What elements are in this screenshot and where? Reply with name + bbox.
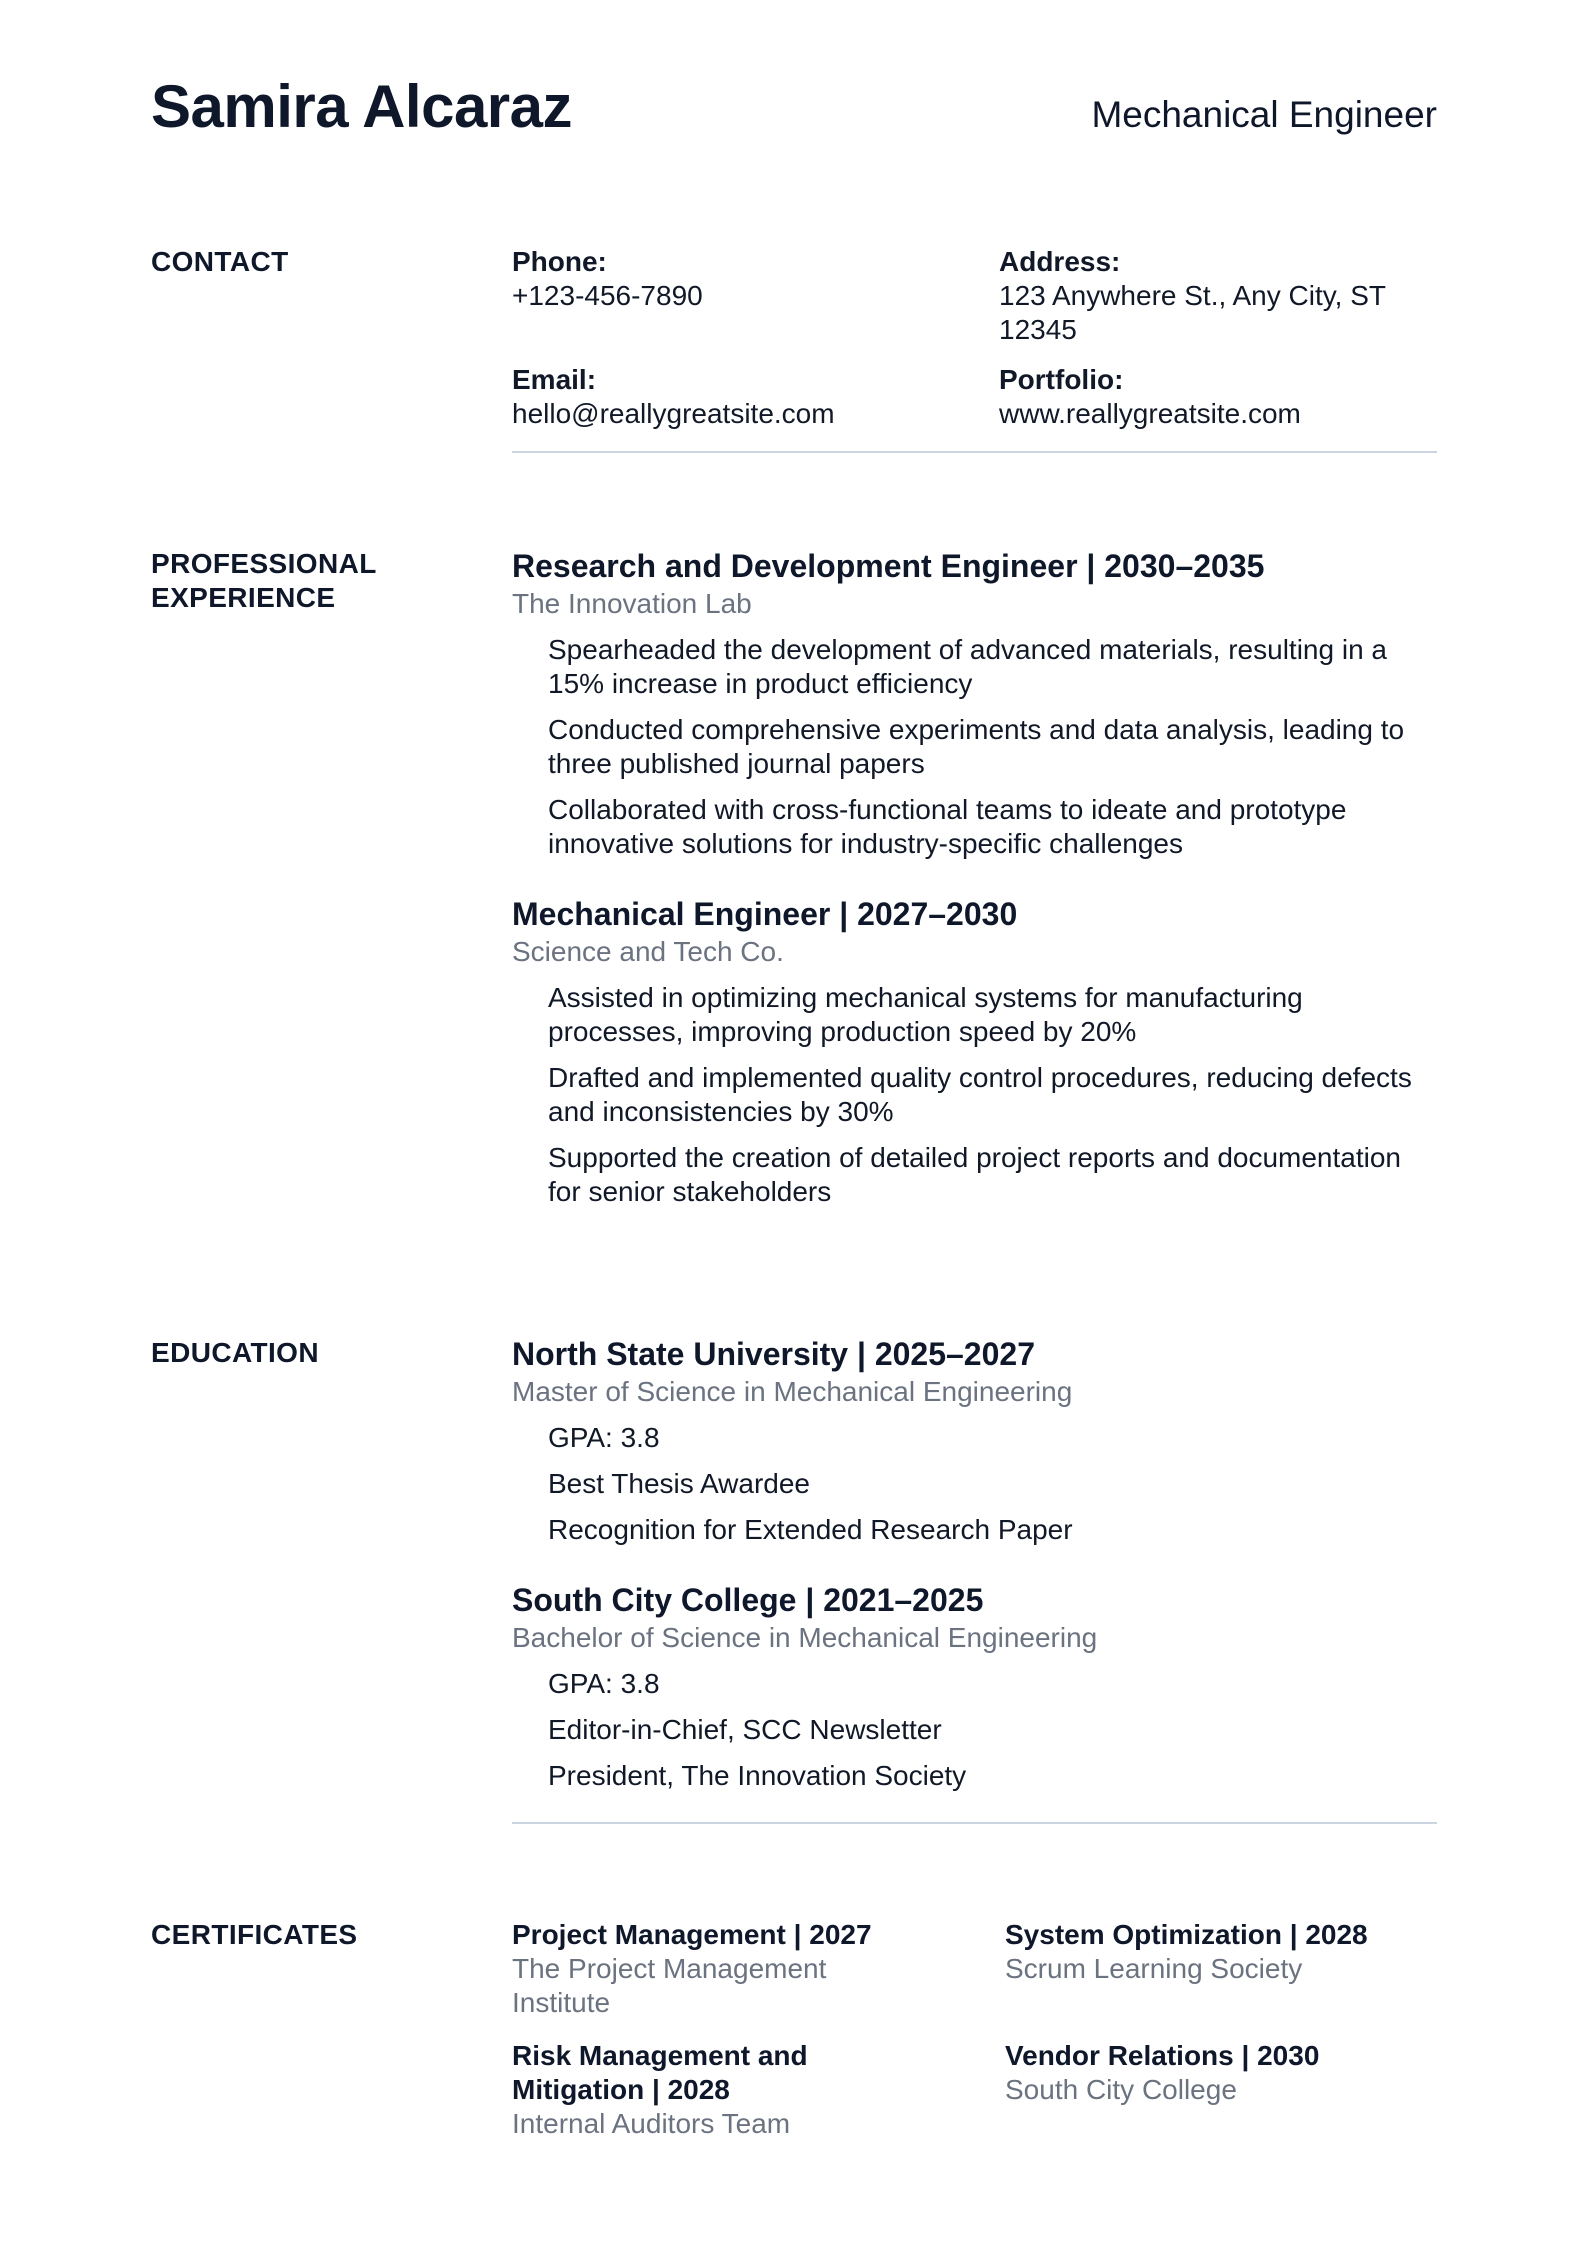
- degree: Master of Science in Mechanical Engineering: [512, 1376, 1073, 1407]
- address-line1: 123 Anywhere St., Any City, ST: [999, 280, 1386, 311]
- certificate-item: [1005, 1918, 1435, 1986]
- job-org: The Innovation Lab: [512, 588, 752, 619]
- candidate-name: Samira Alcaraz: [151, 73, 573, 140]
- portfolio-value[interactable]: www.reallygreatsite.com: [999, 398, 1301, 429]
- list-item: Best Thesis Awardee: [548, 1468, 811, 1499]
- list-item: GPA: 3.8: [548, 1668, 660, 1699]
- certificate-issuer: Scrum Learning Society: [1005, 1953, 1303, 1984]
- experience-heading-line2: EXPERIENCE: [151, 582, 336, 613]
- phone-value[interactable]: +123-456-7890: [512, 280, 703, 311]
- email-value[interactable]: hello@reallygreatsite.com: [512, 398, 835, 429]
- list-item: Spearheaded the development of advanced materials, resulting in a 15% increase in product efficiency: [548, 634, 1387, 699]
- school-title: North State University | 2025–2027: [512, 1336, 1035, 1372]
- portfolio-block: [999, 363, 1301, 431]
- certificate-title: Vendor Relations | 2030: [1005, 2040, 1320, 2071]
- job-role: Mechanical Engineer: [1091, 94, 1437, 135]
- education-items: [548, 1667, 1437, 1793]
- job-org: Science and Tech Co.: [512, 936, 784, 967]
- certificate-item: [1005, 2039, 1435, 2107]
- certificate-title: System Optimization | 2028: [1005, 1919, 1368, 1950]
- list-item: Recognition for Extended Research Paper: [548, 1514, 1073, 1545]
- certificates-heading: CERTIFICATES: [151, 1919, 358, 1950]
- email-label: Email:: [512, 364, 597, 395]
- job-title: Mechanical Engineer | 2027–2030: [512, 896, 1018, 932]
- job-entry: [512, 547, 1437, 873]
- job-title: Research and Development Engineer | 2030–2035: [512, 548, 1265, 584]
- list-item: Editor-in-Chief, SCC Newsletter: [548, 1714, 942, 1745]
- phone-label: Phone:: [512, 246, 607, 277]
- education-heading: EDUCATION: [151, 1337, 319, 1368]
- phone-block: [512, 245, 703, 313]
- certificate-issuer: Internal Auditors Team: [512, 2108, 791, 2139]
- job-bullets: [548, 981, 1437, 1209]
- education-entry: [512, 1335, 1437, 1559]
- certificate-title: Risk Management and Mitigation | 2028: [512, 2040, 808, 2105]
- list-item: Collaborated with cross-functional teams to ideate and prototype innovative solutions for industry-specific challenges: [548, 794, 1347, 859]
- education-entry: [512, 1581, 1437, 1805]
- email-block: [512, 363, 835, 431]
- list-item: Assisted in optimizing mechanical systems for manufacturing processes, improving production speed by 20%: [548, 982, 1303, 1047]
- certificate-title: Project Management | 2027: [512, 1919, 872, 1950]
- list-item: Drafted and implemented quality control procedures, reducing defects and inconsistencies by 30%: [548, 1062, 1412, 1127]
- list-item: President, The Innovation Society: [548, 1760, 967, 1791]
- certificate-issuer: South City College: [1005, 2074, 1237, 2105]
- address-block: [999, 245, 1439, 347]
- experience-heading: [151, 547, 377, 615]
- certificate-item: [512, 1918, 912, 2020]
- certificate-item: [512, 2039, 882, 2141]
- list-item: Supported the creation of detailed project reports and documentation for senior stakeholders: [548, 1142, 1402, 1207]
- job-entry: [512, 895, 1437, 1221]
- address-line2: 12345: [999, 314, 1077, 345]
- school-title: South City College | 2021–2025: [512, 1582, 984, 1618]
- education-items: [548, 1421, 1437, 1547]
- contact-divider: [512, 451, 1437, 453]
- job-bullets: [548, 633, 1437, 861]
- portfolio-label: Portfolio:: [999, 364, 1124, 395]
- list-item: GPA: 3.8: [548, 1422, 660, 1453]
- education-divider: [512, 1822, 1437, 1824]
- degree: Bachelor of Science in Mechanical Engineering: [512, 1622, 1098, 1653]
- contact-heading: CONTACT: [151, 246, 289, 277]
- experience-heading-line1: PROFESSIONAL: [151, 548, 377, 579]
- list-item: Conducted comprehensive experiments and data analysis, leading to three published journal papers: [548, 714, 1405, 779]
- address-label: Address:: [999, 246, 1121, 277]
- certificate-issuer: The Project Management Institute: [512, 1953, 827, 2018]
